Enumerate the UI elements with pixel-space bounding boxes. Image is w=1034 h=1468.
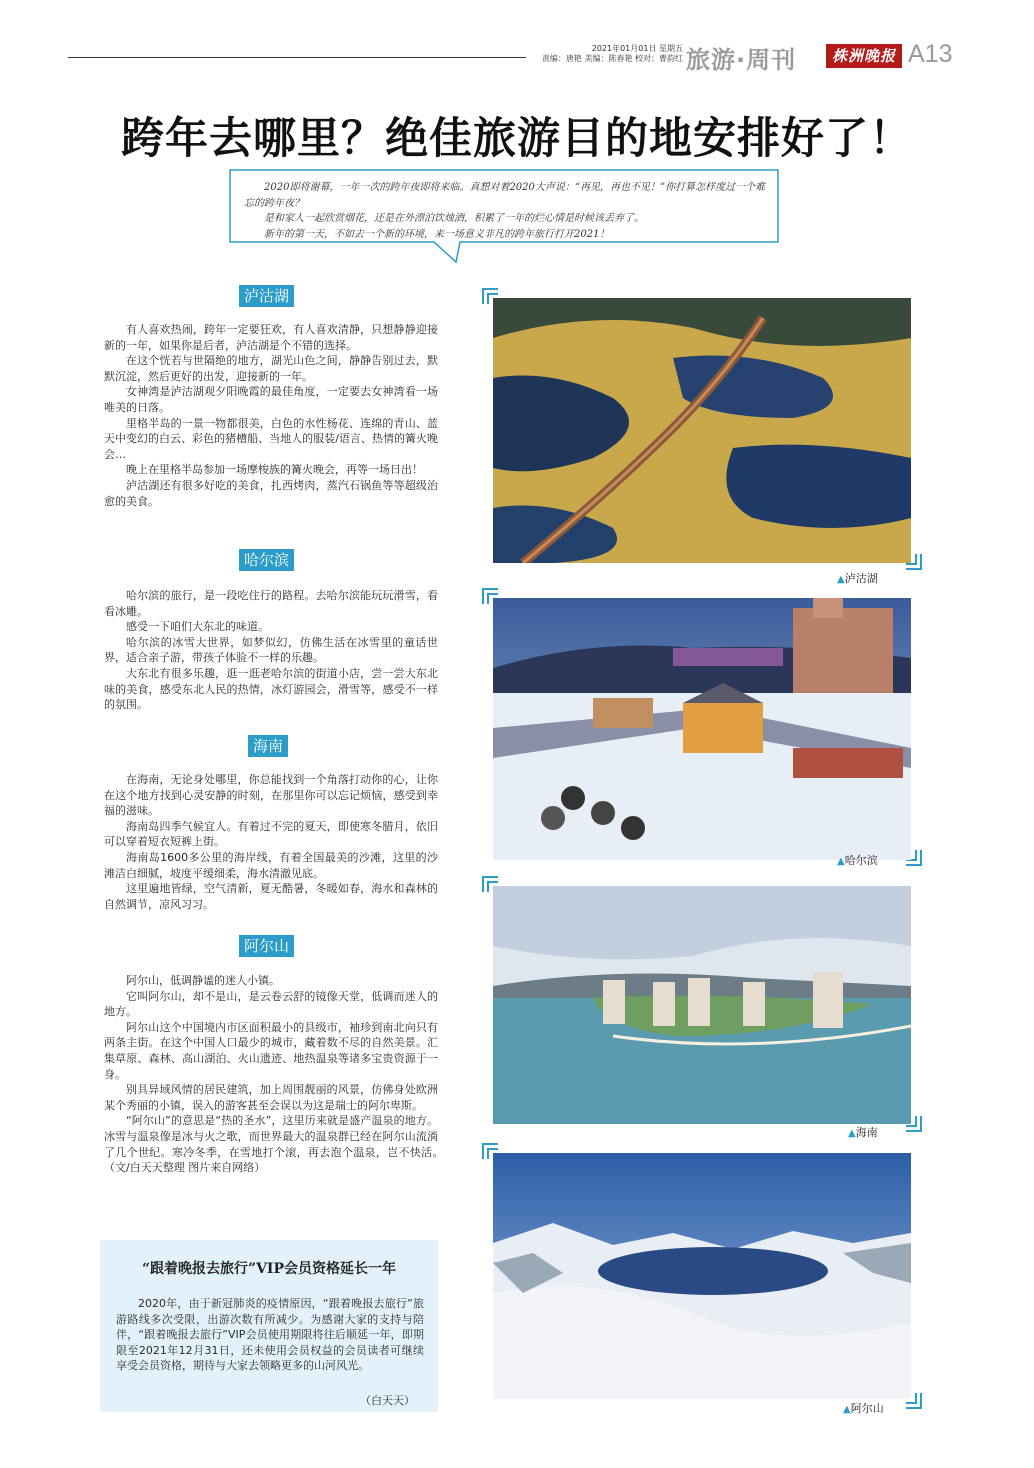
caption-triangle-icon: ▲ <box>837 856 845 867</box>
photo-harbin <box>493 598 911 860</box>
vip-notice-paragraph: 2020年，由于新冠肺炎的疫情原因，“跟着晚报去旅行”旅游路线多次受限，出游次数有所减少。为感谢大家的支持与陪伴，“跟着晚报去旅行”VIP会员使用期限将往后顺延一年，即期限至2021年12月31日，还未使用会员权益的会员读者可继续享受会员资格，期待与大家去领略更多的山河风光。 <box>116 1297 424 1373</box>
article-paragraph: 这里遍地皆绿，空气清新，夏无酷暑，冬暖如春，海水和森林的自然调节，凉风习习。 <box>104 882 438 911</box>
article-paragraph: 在这个恍若与世隔绝的地方，湖光山色之间，静静告别过去，默默沉淀，然后更好的出发，迎接新的一年。 <box>104 354 438 383</box>
intro-paragraph: 2020即将谢幕，一年一次的跨年夜即将来临。真想对着2020大声说：“再见，再也不见！”你打算怎样度过一个难忘的跨年夜？ <box>244 182 766 209</box>
intro-paragraph: 新年的第一天，不如去一个新的环境，来一场意义非凡的跨年旅行打开2021！ <box>264 228 610 240</box>
editor-line: 责编：唐艳 美编：陈春艳 校对：曹韵红 <box>541 54 683 63</box>
article-paragraph: 在海南，无论身处哪里，你总能找到一个角落打动你的心，让你在这个地方找到心灵安静的时刻，在那里你可以忘记烦恼，感受到幸福的滋味。 <box>104 773 438 818</box>
article-paragraph: 感受一下咱们大东北的味道。 <box>126 620 269 634</box>
newspaper-logo: 株洲晚报 <box>826 44 902 68</box>
article-hainan <box>104 772 438 912</box>
caption-hainan <box>848 1124 878 1140</box>
caption-harbin <box>837 852 878 868</box>
header-rule <box>68 57 526 58</box>
article-paragraph: 哈尔滨的旅行，是一段吃住行的路程。去哈尔滨能玩玩滑雪，看看冰雕。 <box>104 589 438 618</box>
article-arxan <box>104 973 449 1176</box>
vip-notice-body <box>116 1296 424 1374</box>
article-paragraph: 泸沽湖还有很多好吃的美食，扎西烤肉，蒸汽石锅鱼等等超级治愈的美食。 <box>104 478 438 508</box>
article-paragraph: 女神湾是泸沽湖观夕阳晚霞的最佳角度，一定要去女神湾看一场唯美的日落。 <box>104 385 438 414</box>
date-line: 2021年01月01日 星期五 <box>591 44 683 53</box>
caption-lugu-lake <box>837 570 878 586</box>
caption-triangle-icon: ▲ <box>843 1404 851 1415</box>
article-paragraph: 晚上在里格半岛参加一场摩梭族的篝火晚会，再等一场日出！ <box>126 463 423 477</box>
photo-lugu-lake <box>493 298 911 563</box>
intro-text <box>244 180 772 242</box>
article-paragraph: 阿尔山这个中国境内市区面积最小的县级市，袖珍到南北向只有两条主街。在这个中国人口最少的城市，藏着数不尽的自然美景。汇集草原、森林、高山湖泊、火山遗迹、地热温泉等诸多宝贵资源于一身。 <box>104 1020 438 1081</box>
article-paragraph: 它叫阿尔山，却不是山，是云卷云舒的镜像天堂，低调而迷人的地方。 <box>104 989 438 1019</box>
article-paragraph: 别具异域风情的居民建筑，加上周围靓丽的风景，仿佛身处欧洲某个秀丽的小镇，误入的游客甚至会误以为这是瑞士的阿尔卑斯。 <box>104 1083 438 1112</box>
header-meta <box>535 44 683 64</box>
caption-text: 海南 <box>855 1126 878 1139</box>
section-label-lugu-lake: 泸沽湖 <box>239 285 294 307</box>
article-paragraph: 哈尔滨的冰雪大世界，如梦似幻，仿佛生活在冰雪里的童话世界，适合亲子游，带孩子体验不一样的乐趣。 <box>104 635 438 665</box>
article-paragraph: “阿尔山”的意思是“热的圣水”，这里历来就是盛产温泉的地方。冰雪与温泉像是冰与火之歌，而世界最大的温泉群已经在阿尔山流淌了几个世纪。寒冷冬季，在雪地打个滚，再去泡个温泉，岂不快活。 （文/白天天整理 图片来自网络） <box>104 1114 449 1175</box>
caption-arxan <box>843 1400 884 1416</box>
headline: 跨年去哪里？绝佳旅游目的地安排好了！ <box>121 114 913 164</box>
caption-triangle-icon: ▲ <box>848 1128 856 1139</box>
article-paragraph: 阿尔山，低调静谧的迷人小镇。 <box>126 974 280 987</box>
vip-notice-title: “跟着晚报去旅行”VIP会员资格延长一年 <box>141 1261 397 1277</box>
section-label-hainan: 海南 <box>248 735 288 757</box>
caption-text: 哈尔滨 <box>844 854 878 867</box>
caption-text: 阿尔山 <box>850 1402 884 1415</box>
vip-notice-signature: （白天天） <box>360 1394 415 1407</box>
article-paragraph: 海南岛1600多公里的海岸线，有着全国最美的沙滩，这里的沙滩洁白细腻，坡度平缓细柔，海水清澈见底。 <box>104 850 438 880</box>
section-label-arxan: 阿尔山 <box>239 935 294 957</box>
photo-arxan <box>493 1153 911 1399</box>
article-harbin <box>104 588 438 713</box>
caption-text: 泸沽湖 <box>844 572 878 585</box>
article-paragraph: 里格半岛的一景一物都很美，白色的水性杨花、连绵的青山、蓝天中变幻的白云、彩色的猪槽船、当地人的服装/语言、热情的篝火晚会… <box>104 416 438 461</box>
caption-triangle-icon: ▲ <box>837 574 845 585</box>
page-number: A13 <box>908 40 953 68</box>
article-paragraph: 海南岛四季气候宜人。有着过不完的夏天，即使寒冬腊月，依旧可以穿着短衣短裤上街。 <box>104 819 438 849</box>
intro-paragraph: 是和家人一起欣赏烟花，还是在外漂泊饮烛酒，积累了一年的烂心情是时候该丢弃了。 <box>264 213 644 224</box>
section-name: 旅游·周刊 <box>686 46 797 74</box>
article-paragraph: 大东北有很多乐趣，逛一逛老哈尔滨的街道小店，尝一尝大东北味的美食，感受东北人民的热情，冰灯游园会，滑雪等，感受不一样的氛围。 <box>104 666 438 712</box>
article-lugu-lake <box>104 322 438 509</box>
section-label-harbin: 哈尔滨 <box>239 549 294 571</box>
article-paragraph: 有人喜欢热闹，跨年一定要狂欢，有人喜欢清静，只想静静迎接新的一年，如果你是后者，泸沽湖是个不错的选择。 <box>104 323 438 352</box>
photo-hainan <box>493 886 911 1124</box>
